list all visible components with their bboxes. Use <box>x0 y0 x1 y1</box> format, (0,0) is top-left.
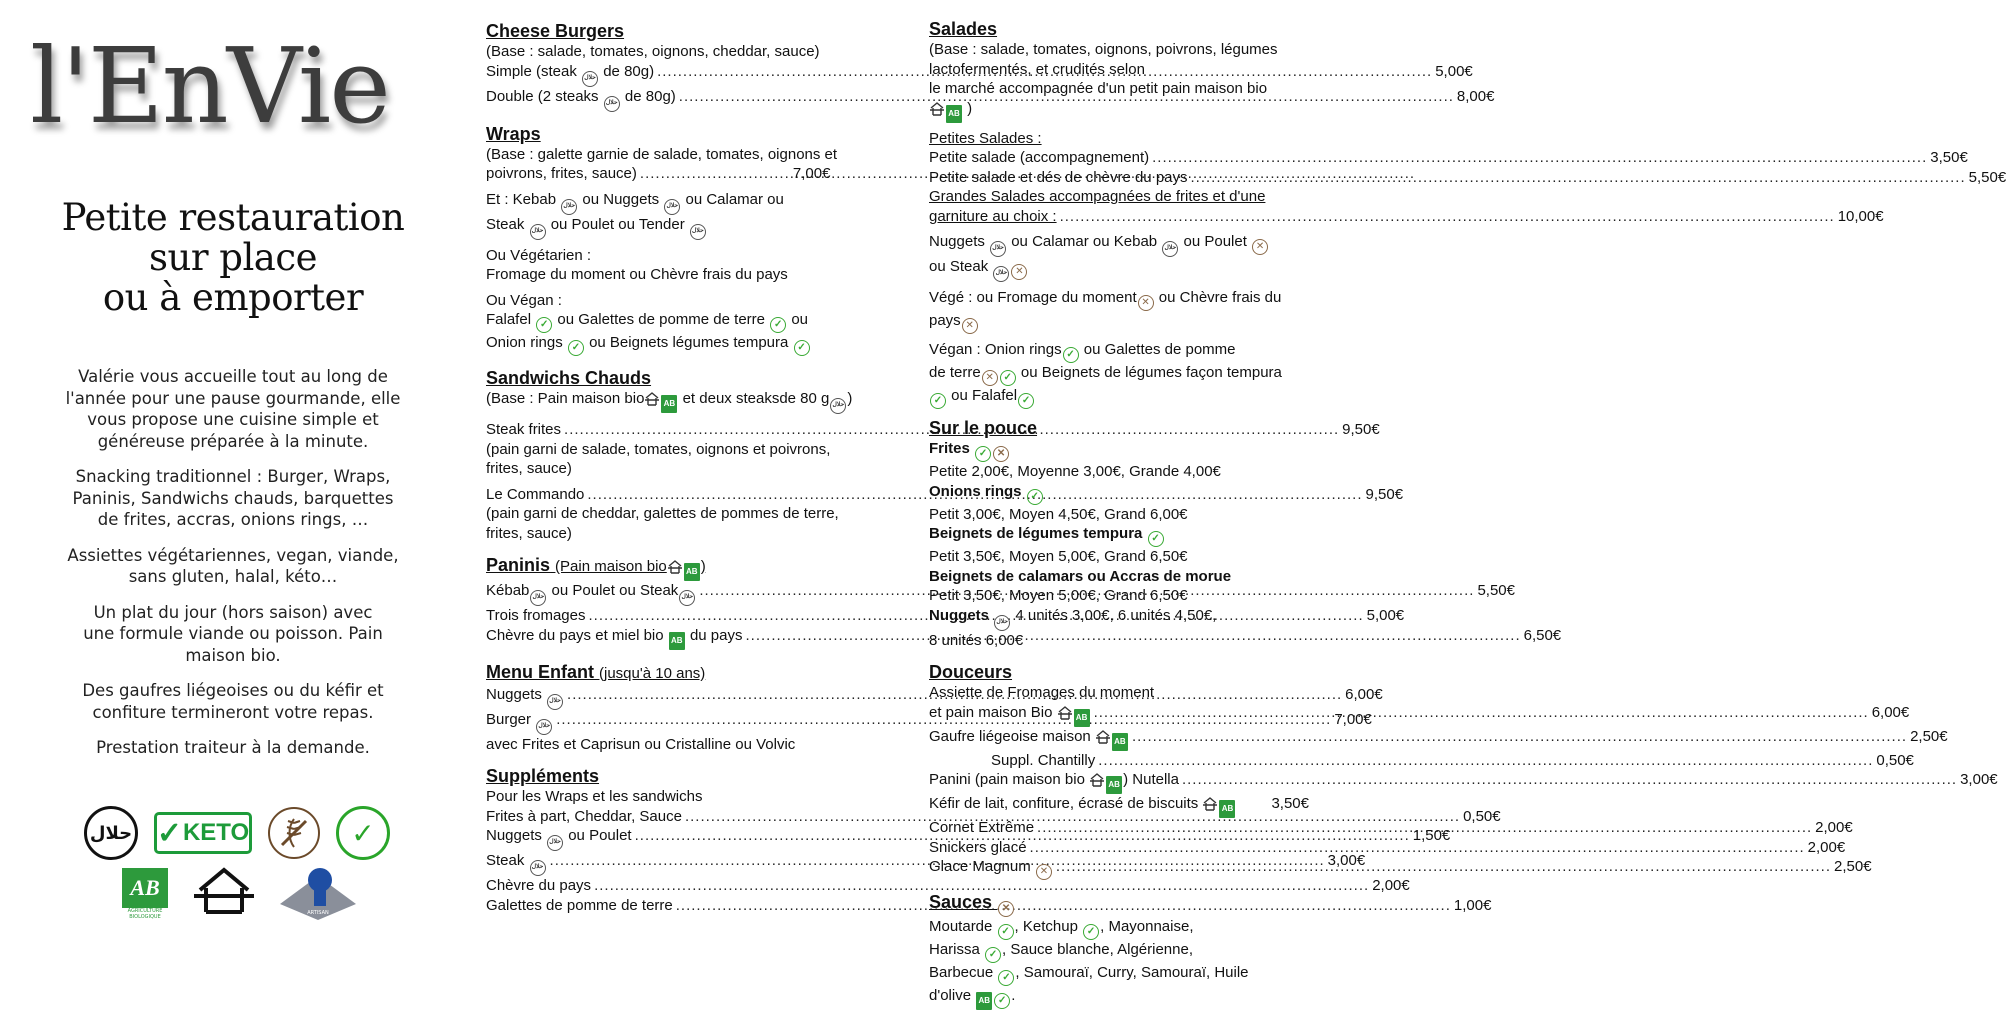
bio-icon: AB AGRICULTURE BIOLOGIQUE <box>122 868 168 920</box>
bio-icon: AB <box>661 395 677 413</box>
vegan-icon: ✓ <box>536 317 552 333</box>
sauce-list: Harissa ✓ , Sauce blanche, Algérienne, <box>929 940 1309 963</box>
section-title: Salades <box>929 19 998 39</box>
halal-icon: حلال <box>690 224 706 240</box>
wrap-options: Et : Kebab حلال ou Nuggets حلال ou Calamar ou <box>486 190 856 215</box>
price: 2,50€ <box>1834 858 1872 875</box>
price: 2,50€ <box>1910 727 1948 745</box>
price: 2,00€ <box>1815 819 1853 836</box>
section-title: Menu Enfant (jusqu'à 10 ans) <box>486 661 706 682</box>
vegan-icon: ✓ <box>985 947 1001 963</box>
vegan-icon: ✓ <box>794 340 810 356</box>
halal-icon: حلال <box>582 71 598 87</box>
halal-icon: حلال <box>561 199 577 215</box>
gluten-free-icon: ✕ <box>1036 864 1052 880</box>
menu-item: Chèvre du pays ..... 2,00€ <box>486 876 856 896</box>
price: 1,00€ <box>1453 896 1492 914</box>
price: 5,00€ <box>1435 62 1473 80</box>
item-title: Frites ✓ ✕ <box>929 439 1309 462</box>
section-wraps <box>486 123 856 357</box>
gluten-free-icon: ✕ <box>982 370 998 386</box>
price: 6,50€ <box>1523 626 1562 644</box>
price: 6,00€ <box>1871 703 1910 721</box>
subsection-title: Petites Salades : <box>929 129 1042 147</box>
labels-row <box>84 806 390 860</box>
section-title: Cheese Burgers <box>486 21 625 41</box>
sauce-list: d'olive AB ✓ . <box>929 986 1309 1010</box>
menu-item: (Base : galette garnie de salade, tomates, oignons et poivrons, frites, sauce)..... 7,00€ <box>486 145 856 184</box>
salad-options: de terre ✕ ✓ ou Beignets de légumes façon tempura <box>929 363 1309 386</box>
gluten-free-icon: ✕ <box>962 318 978 334</box>
menu-item: Chèvre du pays et miel bio AB du pays ..... 6,50€ <box>486 626 856 650</box>
keto-icon: ✓ KETO <box>154 812 252 854</box>
gluten-free-icon: ✕ <box>1252 239 1268 255</box>
gluten-free-icon: ✕ <box>998 901 1014 917</box>
menu-item: Gaufre liégeoise maison AB ..... 2,50€ <box>929 727 1309 751</box>
section-sauces <box>929 891 1309 1010</box>
halal-icon: حلال <box>547 835 563 851</box>
salad-options: ✓ ou Falafel ✓ <box>929 386 1309 409</box>
menu-item: Frites à part, Cheddar, Sauce ..... 0,50€ <box>486 807 856 827</box>
artisan-icon <box>280 866 356 920</box>
vegan-icon: ✓ <box>930 393 946 409</box>
vegan-icon: ✓ <box>998 924 1014 940</box>
price: 7,00€ <box>792 165 831 182</box>
item-title: Beignets de légumes tempura ✓ <box>929 524 1309 547</box>
item-prices: Nuggets حلال 4 unités 3,00€, 6 unités 4,50€, <box>929 606 1309 631</box>
vegan-icon: ✓ <box>770 317 786 333</box>
menu-item: Cornet Extrême ..... 2,00€ <box>929 818 1309 838</box>
vegan-title: Ou Végan : <box>486 291 562 309</box>
homemade-icon <box>645 392 659 406</box>
menu-item: Simple (steak حلال de 80g) ..... 5,00€ <box>486 62 856 87</box>
homemade-icon <box>194 866 254 920</box>
price: 3,50€ <box>1271 795 1309 812</box>
section-title: Paninis (Pain maison bio AB ) <box>486 554 856 581</box>
vegan-icon: ✓ <box>975 446 991 462</box>
menu-item: Petite salade et dés de chèvre du pays ..... 5,50€ <box>929 168 1309 188</box>
menu-item: et pain maison Bio AB ..... 6,00€ <box>929 703 1309 727</box>
intro-text <box>18 366 448 759</box>
halal-icon: حلال <box>1162 241 1178 257</box>
section-base: (Base : salade, tomates, oignons, poivrons, légumes lactofermentés, et crudités selon <box>929 41 1278 78</box>
section-base: (Base : Pain maison bio AB et deux steaksde 80 g حلال ) <box>486 389 856 414</box>
section-base: le marché accompagnée d'un petit pain maison bio <box>929 80 1268 97</box>
item-prices: Petite 2,00€, Moyenne 3,00€, Grande 4,00€ <box>929 463 1221 480</box>
menu-item: Double (2 steaks حلال de 80g) ..... 8,00€ <box>486 87 856 112</box>
menu-item: Panini (pain maison bio AB ) Nutella ..... 3,00€ <box>929 770 1309 794</box>
item-title: Beignets de calamars ou Accras de morue <box>929 567 1232 585</box>
vegan-options: Onion rings ✓ ou Beignets légumes tempura ✓ <box>486 333 856 356</box>
vegan-icon: ✓ <box>1027 489 1043 505</box>
veg-title: Ou Végétarien : <box>486 246 592 264</box>
section-sur-le-pouce <box>929 417 1309 650</box>
section-base: Pour les Wraps et les sandwichs <box>486 788 703 805</box>
price: 10,00€ <box>1837 207 1884 225</box>
item-prices: Petit 3,00€, Moyen 4,50€, Grand 6,00€ <box>929 505 1188 523</box>
vegan-icon: ✓ <box>568 340 584 356</box>
vegan-icon: ✓ <box>1000 370 1016 386</box>
price: 2,00€ <box>1807 838 1846 856</box>
halal-icon: حلال <box>664 199 680 215</box>
homemade-icon <box>668 559 682 573</box>
bio-icon: AB <box>976 992 992 1010</box>
price: 3,00€ <box>1960 771 1998 788</box>
vegan-icon: ✓ <box>1063 347 1079 363</box>
item-prices: Petit 3,50€, Moyen 5,00€, Grand 6,50€ <box>929 587 1188 604</box>
section-title: Douceurs <box>929 662 1013 682</box>
vegan-icon: ✓ <box>1018 393 1034 409</box>
wrap-options: Steak حلال ou Poulet ou Tender حلال <box>486 215 856 240</box>
menu-item: Petite salade (accompagnement) ..... 3,50€ <box>929 148 1309 168</box>
section-title: Suppléments <box>486 766 600 786</box>
salad-options: Végan : Onion rings ✓ ou Galettes de pomme <box>929 340 1309 363</box>
menu-item: Snickers glacé ..... 2,00€ <box>929 838 1309 858</box>
section-base: AB ) <box>929 99 1309 123</box>
sauce-list: Moutarde ✓ , Ketchup ✓ , Mayonnaise, <box>929 917 1309 940</box>
subsection-title: Grandes Salades accompagnées de frites et d'une <box>929 188 1266 205</box>
labels-row <box>122 866 356 920</box>
intro-paragraph: Valérie vous accueille tout au long de l'année pour une pause gourmande, elle vous propose une cuisine simple et généreuse préparée à la minute. <box>65 367 401 451</box>
item-description: (pain garni de salade, tomates, oignons et poivrons, frites, sauce) <box>486 440 831 477</box>
price: 5,50€ <box>1477 582 1515 599</box>
intro-paragraph: Assiettes végétariennes, vegan, viande, sans gluten, halal, kéto… <box>67 545 399 586</box>
section-title: Wraps <box>486 123 541 144</box>
menu-item: Trois fromages ..... 5,00€ <box>486 606 856 626</box>
halal-icon: حلال <box>536 719 552 735</box>
intro-paragraph: Prestation traiteur à la demande. <box>96 738 370 757</box>
halal-icon: حلال <box>990 241 1006 257</box>
price: 8,00€ <box>1456 87 1495 105</box>
halal-icon: حلال <box>547 694 563 710</box>
price: 9,50€ <box>1342 421 1380 438</box>
price: 0,50€ <box>1876 751 1914 769</box>
sauce-list: Barbecue ✓ , Samouraï, Curry, Samouraï, Huile <box>929 963 1309 986</box>
gluten-free-icon: ✕ <box>1011 264 1027 280</box>
vegan-options: Falafel ✓ ou Galettes de pomme de terre ✓ ou <box>486 310 856 333</box>
menu-item: Glace Magnum ✕ ..... 2,50€ <box>929 857 1309 880</box>
homemade-icon <box>930 102 944 116</box>
intro-paragraph: Des gaufres liégeoises ou du kéfir et confiture termineront votre repas. <box>82 681 384 722</box>
price: 3,50€ <box>1930 149 1968 166</box>
salad-options: pays ✕ <box>929 311 1309 334</box>
tagline: Petite restauration sur place ou à emporter <box>61 196 405 319</box>
vegan-icon: ✓ <box>994 993 1010 1009</box>
homemade-icon <box>1090 773 1104 787</box>
vegan-icon: ✓ <box>1083 924 1099 940</box>
bio-icon: AB <box>1074 709 1090 727</box>
homemade-icon <box>1096 730 1110 744</box>
menu-item: Burger حلال ..... 7,00€ <box>486 710 856 735</box>
price: 3,00€ <box>1327 852 1366 869</box>
menu-item: Suppl. Chantilly ..... 0,50€ <box>929 751 1309 771</box>
bio-icon: AB <box>669 632 685 650</box>
vegan-icon: ✓ <box>1148 531 1164 547</box>
gluten-free-icon <box>268 807 320 859</box>
menu-item: Galettes de pomme de terre ..... 1,00€ <box>486 896 856 916</box>
bio-icon: AB <box>684 563 700 581</box>
vegan-icon: ✓ <box>336 806 390 860</box>
gluten-free-icon: ✕ <box>1138 295 1154 311</box>
halal-icon: حلال <box>994 615 1010 631</box>
vegan-icon: ✓ <box>998 970 1014 986</box>
homemade-icon <box>1203 797 1217 811</box>
price: 5,50€ <box>1968 168 2006 186</box>
item-prices: Petit 3,50€, Moyen 5,00€, Grand 6,50€ <box>929 548 1188 565</box>
menu-item: Kéfir de lait, confiture, écrasé de biscuits AB 3,50€ <box>929 794 1309 818</box>
salad-options: Végé : ou Fromage du moment ✕ ou Chèvre frais du <box>929 288 1309 311</box>
menu-item: Nuggets حلال ..... 6,00€ <box>486 685 856 710</box>
halal-icon: حلال <box>993 266 1009 282</box>
halal-icon: حلال <box>530 860 546 876</box>
menu-item: Assiette de Fromages du moment <box>929 684 1155 701</box>
price: 6,00€ <box>1345 685 1383 703</box>
brand-logo: l'EnVie <box>30 25 389 147</box>
halal-icon: حلال <box>530 224 546 240</box>
salad-options: Nuggets حلال ou Calamar ou Kebab حلال ou Poulet ✕ <box>929 232 1309 257</box>
halal-icon: حلال <box>830 398 846 414</box>
intro-paragraph: Un plat du jour (hors saison) avec une formule viande ou poisson. Pain maison bio. <box>83 602 383 665</box>
price: 5,00€ <box>1366 607 1405 624</box>
bio-icon: AB <box>1219 800 1235 818</box>
halal-icon: حلال <box>679 590 695 606</box>
price: 1,50€ <box>1412 827 1451 844</box>
halal-icon: حلال <box>84 806 138 860</box>
section-base: (Base : salade, tomates, oignons, cheddar, sauce) <box>486 43 820 60</box>
homemade-icon <box>1058 706 1072 720</box>
section-title: Sur le pouce <box>929 418 1038 438</box>
section-title: Sauces ✕ <box>929 891 1309 917</box>
item-title: Onions rings ✓ <box>929 482 1309 505</box>
menu-item: Steak frites ..... 9,50€ <box>486 420 856 440</box>
halal-icon: حلال <box>530 590 546 606</box>
halal-icon: حلال <box>604 96 620 112</box>
price: 2,00€ <box>1372 877 1410 894</box>
menu-item: Nuggets حلال ou Poulet ..... 1,50€ <box>486 826 856 851</box>
bio-icon: AB <box>1106 776 1122 794</box>
item-description: (pain garni de cheddar, galettes de pommes de terre, frites, sauce) <box>486 505 839 542</box>
intro-column <box>18 25 448 773</box>
price: 0,50€ <box>1463 807 1501 825</box>
item-prices: 8 unités 6,00€ <box>929 631 1024 649</box>
bio-icon: AB <box>946 105 962 123</box>
salad-options: ou Steak حلال ✕ <box>929 257 1309 282</box>
menu-item: garniture au choix : ..... 10,00€ <box>929 207 1309 227</box>
menu-item: Kébab حلال ou Poulet ou Steak حلال ..... 5,50€ <box>486 581 856 606</box>
veg-text: Fromage du moment ou Chèvre frais du pays <box>486 266 788 283</box>
intro-paragraph: Snacking traditionnel : Burger, Wraps, Paninis, Sandwichs chauds, barquettes de frites, accras, onions rings, … <box>72 467 394 529</box>
menu-item: Le Commando ..... 9,50€ <box>486 485 856 505</box>
price: 7,00€ <box>1334 710 1372 728</box>
gluten-free-icon: ✕ <box>993 446 1009 462</box>
bio-icon: AB <box>1112 733 1128 751</box>
price: 9,50€ <box>1365 485 1404 503</box>
menu-note: avec Frites et Caprisun ou Cristalline ou Volvic <box>486 735 796 753</box>
svg-text:ARTISAN: ARTISAN <box>307 910 329 916</box>
menu-item: Steak حلال ..... 3,00€ <box>486 851 856 876</box>
section-title: Sandwichs Chauds <box>486 368 652 388</box>
